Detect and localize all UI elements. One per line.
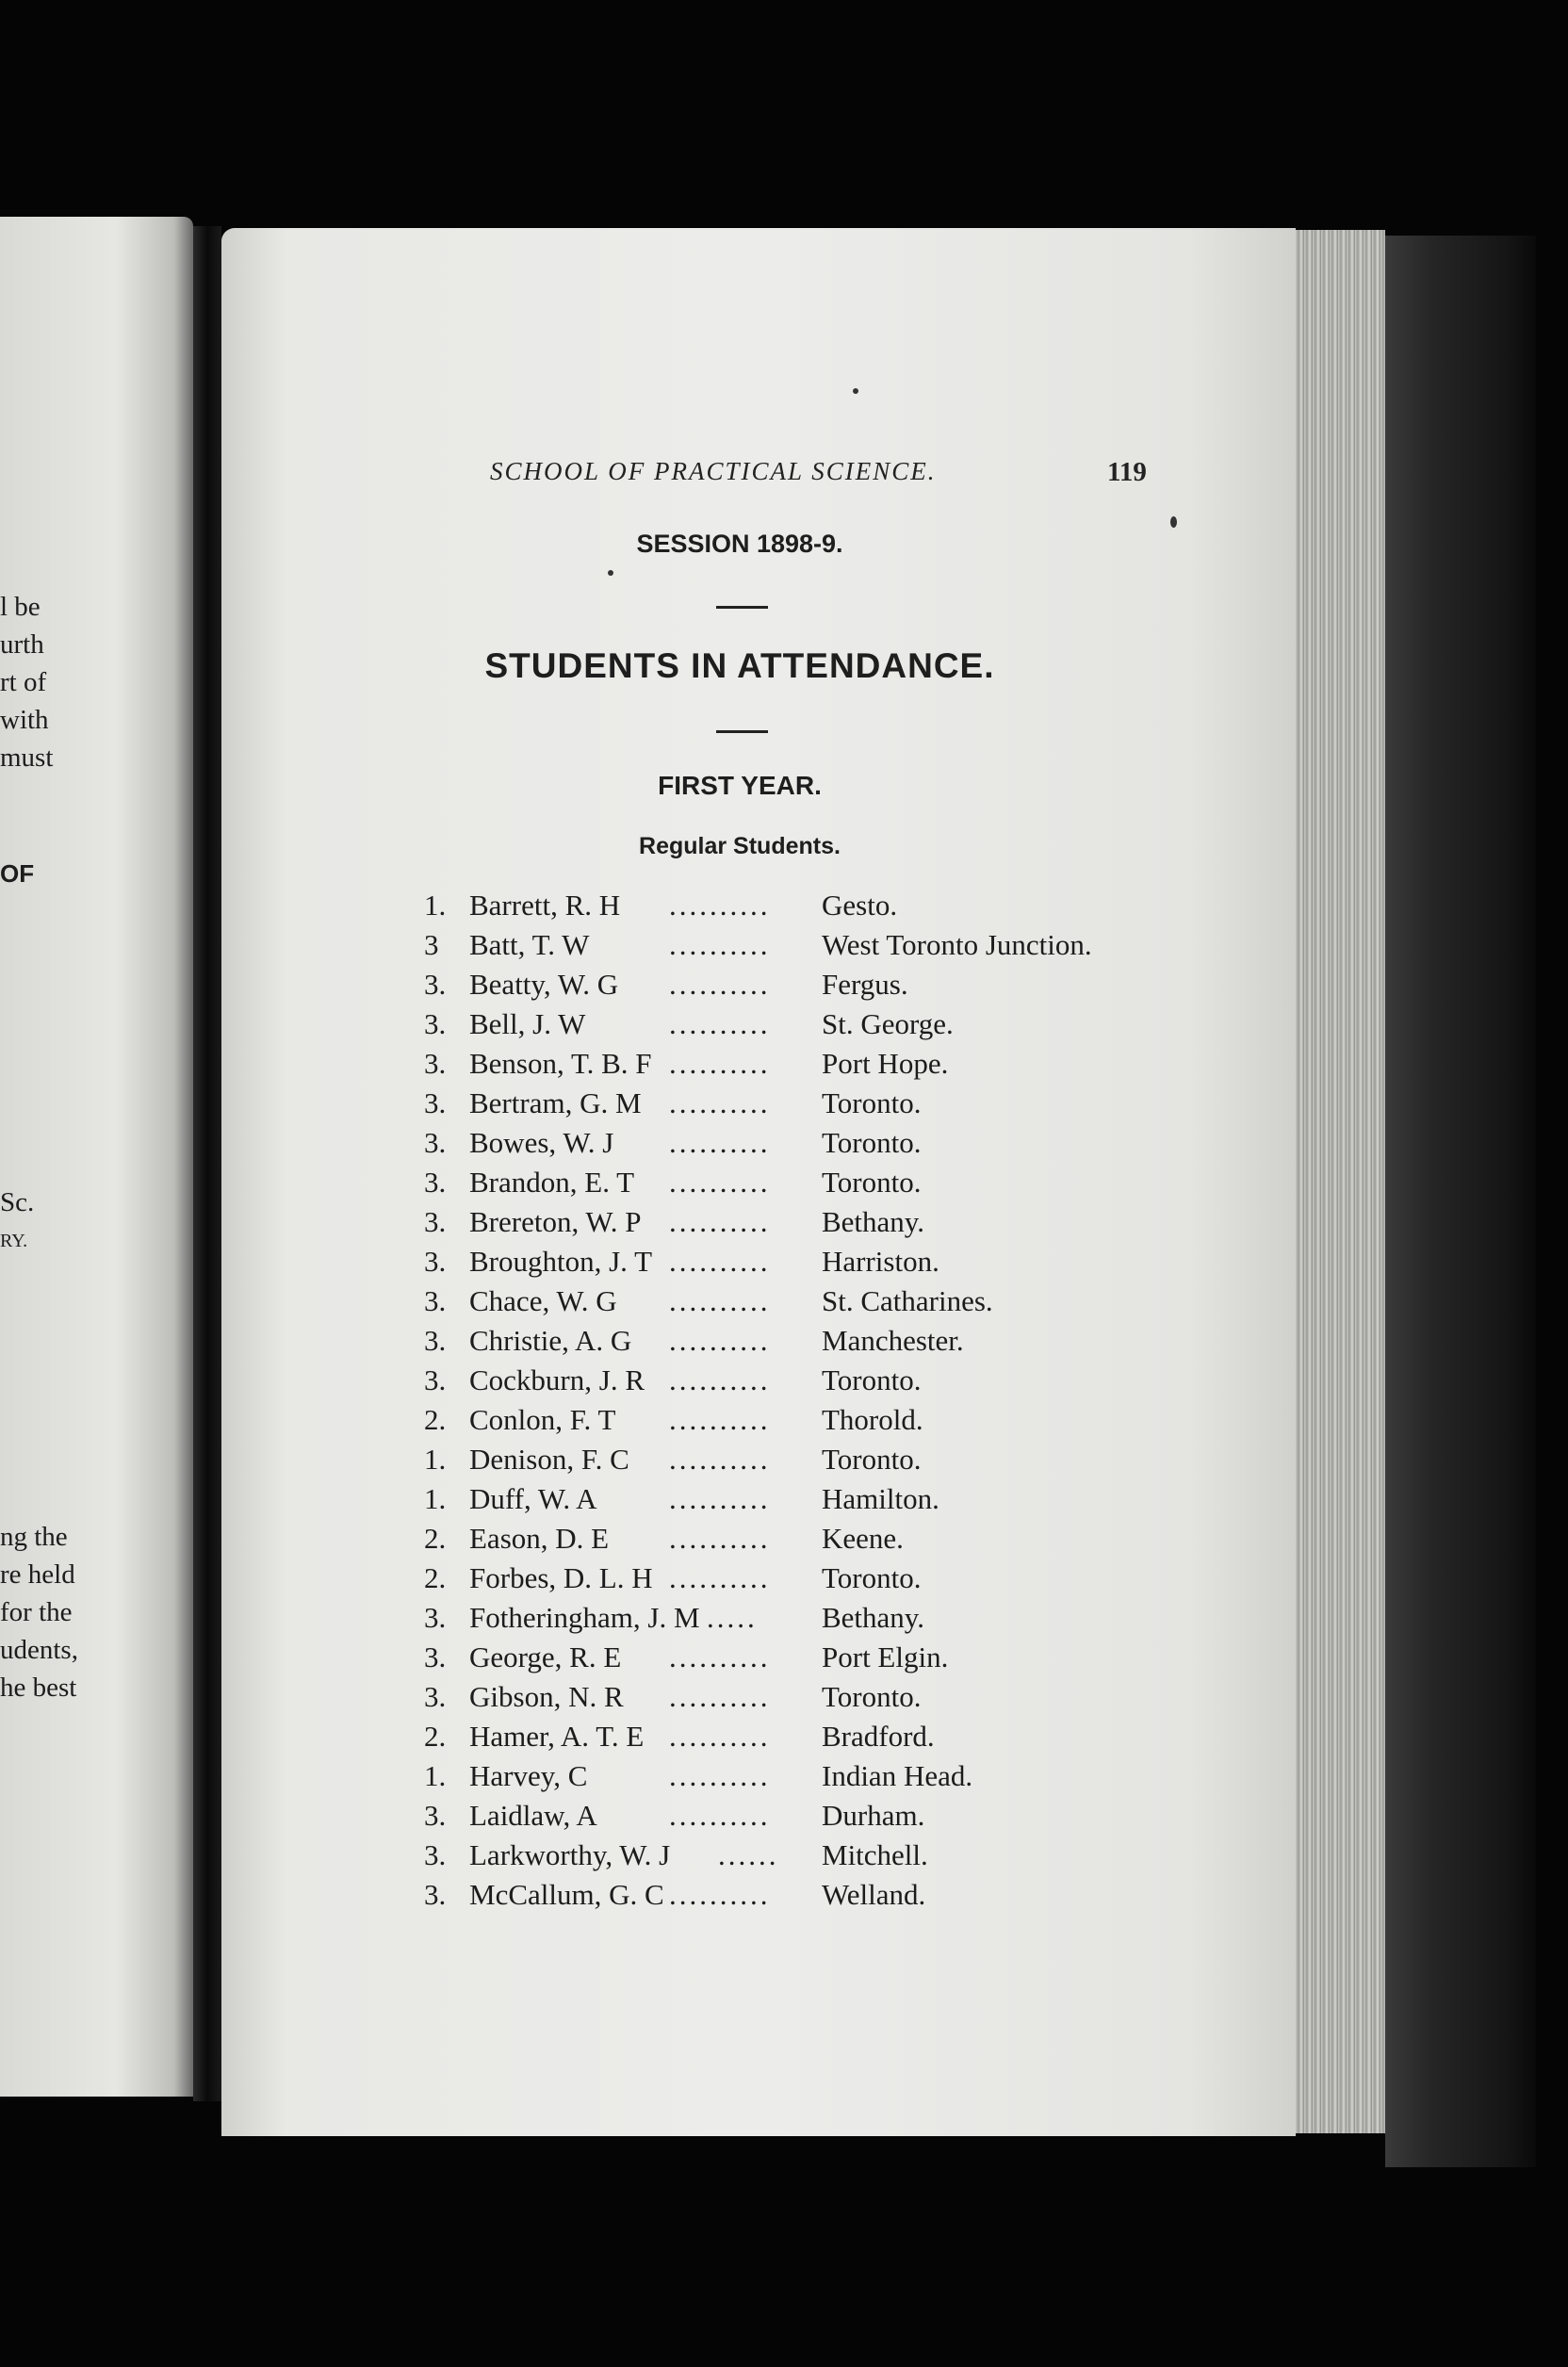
list-item xyxy=(424,1202,1178,1242)
leader-dots: .......... xyxy=(669,1799,771,1832)
student-hometown: Toronto. xyxy=(822,1363,922,1396)
year-number: 2. xyxy=(424,1403,447,1436)
year-number: 3. xyxy=(424,1838,447,1871)
student-name: Eason, D. E xyxy=(469,1522,610,1555)
left-page-fragment: ng the xyxy=(0,1522,68,1552)
student-name: Brandon, E. T xyxy=(469,1166,635,1199)
student-name: Chace, W. G xyxy=(469,1284,617,1317)
list-item xyxy=(424,1321,1178,1361)
leader-dots: .......... xyxy=(669,1245,771,1278)
year-number: 1. xyxy=(424,889,447,922)
list-item xyxy=(424,1084,1178,1123)
list-item xyxy=(424,1163,1178,1202)
list-item xyxy=(424,1796,1178,1836)
list-item xyxy=(424,965,1178,1004)
leader-dots: .......... xyxy=(669,1759,771,1792)
year-number: 3. xyxy=(424,1086,447,1119)
ink-speck xyxy=(1170,516,1177,528)
ink-speck xyxy=(608,570,613,576)
year-heading: FIRST YEAR. xyxy=(658,771,822,800)
year-number: 3. xyxy=(424,1878,447,1911)
leader-dots: .......... xyxy=(669,1680,771,1713)
year-number: 2. xyxy=(424,1561,447,1594)
left-page-fragment: rt of xyxy=(0,667,47,697)
left-page-fragment: OF xyxy=(0,859,35,888)
leader-dots: .......... xyxy=(669,1007,771,1040)
leader-dots: .......... xyxy=(669,1126,771,1159)
student-hometown: St. Catharines. xyxy=(822,1284,993,1317)
student-hometown: Manchester. xyxy=(822,1324,964,1357)
student-name: Cockburn, J. R xyxy=(469,1363,645,1396)
student-hometown: Toronto. xyxy=(822,1680,922,1713)
student-name: Denison, F. C xyxy=(469,1443,629,1476)
leader-dots: .......... xyxy=(669,1443,771,1476)
student-hometown: Toronto. xyxy=(822,1086,922,1119)
student-hometown: Port Hope. xyxy=(822,1047,949,1080)
student-name: Duff, W. A xyxy=(469,1482,597,1515)
leader-dots: ..... xyxy=(707,1601,758,1634)
student-hometown: St. George. xyxy=(822,1007,954,1040)
year-number: 2. xyxy=(424,1522,447,1555)
student-name: George, R. E xyxy=(469,1641,622,1673)
student-name: Laidlaw, A xyxy=(469,1799,597,1832)
student-name: Batt, T. W xyxy=(469,928,590,961)
student-hometown: Hamilton. xyxy=(822,1482,939,1515)
list-item xyxy=(424,1638,1178,1677)
list-item xyxy=(424,1875,1178,1915)
year-number: 3. xyxy=(424,1363,447,1396)
student-hometown: Harriston. xyxy=(822,1245,939,1278)
student-hometown: Welland. xyxy=(822,1878,926,1911)
leader-dots: .......... xyxy=(669,1878,771,1911)
student-name: Larkworthy, W. J xyxy=(469,1838,671,1871)
student-hometown: Port Elgin. xyxy=(822,1641,949,1673)
left-page-fragment: he best xyxy=(0,1673,77,1703)
left-page-fragment: udents, xyxy=(0,1635,78,1665)
left-page-fragment: re held xyxy=(0,1559,75,1590)
student-hometown: Fergus. xyxy=(822,968,908,1001)
leader-dots: .......... xyxy=(669,1205,771,1238)
student-hometown: Toronto. xyxy=(822,1166,922,1199)
left-page-fragment: RY. xyxy=(0,1231,28,1251)
left-page-fragment: must xyxy=(0,743,54,773)
student-name: Gibson, N. R xyxy=(469,1680,624,1713)
book-gutter xyxy=(193,226,221,2101)
student-name: Brereton, W. P xyxy=(469,1205,642,1238)
year-number: 3. xyxy=(424,1126,447,1159)
left-page-fragment: for the xyxy=(0,1597,73,1627)
student-hometown: Mitchell. xyxy=(822,1838,928,1871)
student-name: Christie, A. G xyxy=(469,1324,632,1357)
student-hometown: Thorold. xyxy=(822,1403,923,1436)
student-name: Conlon, F. T xyxy=(469,1403,616,1436)
list-item xyxy=(424,1836,1178,1875)
student-hometown: West Toronto Junction. xyxy=(822,928,1092,961)
leader-dots: .......... xyxy=(669,1641,771,1673)
leader-dots: .......... xyxy=(669,1166,771,1199)
list-item xyxy=(424,1044,1178,1084)
student-hometown: Toronto. xyxy=(822,1443,922,1476)
running-title: SCHOOL OF PRACTICAL SCIENCE. xyxy=(490,457,937,485)
leader-dots: .......... xyxy=(669,1047,771,1080)
student-name: Broughton, J. T xyxy=(469,1245,653,1278)
student-hometown: Gesto. xyxy=(822,889,898,922)
list-item xyxy=(424,1598,1178,1638)
student-hometown: Toronto. xyxy=(822,1126,922,1159)
year-number: 3. xyxy=(424,968,447,1001)
list-item xyxy=(424,1519,1178,1559)
student-name: Bertram, G. M xyxy=(469,1086,642,1119)
student-hometown: Keene. xyxy=(822,1522,904,1555)
leader-dots: .......... xyxy=(669,1403,771,1436)
year-number: 1. xyxy=(424,1482,447,1515)
year-number: 3. xyxy=(424,1047,447,1080)
list-item xyxy=(424,1440,1178,1479)
leader-dots: ...... xyxy=(718,1838,779,1871)
list-item xyxy=(424,1242,1178,1281)
student-hometown: Bethany. xyxy=(822,1601,925,1634)
year-number: 3. xyxy=(424,1284,447,1317)
student-list xyxy=(424,886,1178,1915)
student-name: McCallum, G. C xyxy=(469,1878,664,1911)
year-number: 3. xyxy=(424,1641,447,1673)
leader-dots: .......... xyxy=(669,928,771,961)
section-subheading: Regular Students. xyxy=(639,833,841,859)
list-item xyxy=(424,1756,1178,1796)
leader-dots: .......... xyxy=(669,968,771,1001)
student-name: Bowes, W. J xyxy=(469,1126,614,1159)
year-number: 3. xyxy=(424,1166,447,1199)
student-hometown: Indian Head. xyxy=(822,1759,973,1792)
list-item xyxy=(424,886,1178,925)
student-name: Harvey, C xyxy=(469,1759,588,1792)
page-title: STUDENTS IN ATTENDANCE. xyxy=(484,646,995,685)
student-hometown: Bethany. xyxy=(822,1205,925,1238)
left-page-fragment: with xyxy=(0,705,49,735)
student-name: Barrett, R. H xyxy=(469,889,621,922)
year-number: 3 xyxy=(424,928,439,961)
leader-dots: .......... xyxy=(669,1482,771,1515)
student-hometown: Durham. xyxy=(822,1799,925,1832)
leader-dots: .......... xyxy=(669,1561,771,1594)
year-number: 2. xyxy=(424,1720,447,1753)
student-name: Forbes, D. L. H xyxy=(469,1561,653,1594)
student-name: Hamer, A. T. E xyxy=(469,1720,645,1753)
leader-dots: .......... xyxy=(669,1086,771,1119)
student-hometown: Bradford. xyxy=(822,1720,935,1753)
left-page-fragment: l be xyxy=(0,592,41,622)
page-number: 119 xyxy=(1107,457,1147,487)
page-edges xyxy=(1296,230,1385,2133)
year-number: 3. xyxy=(424,1245,447,1278)
student-hometown: Toronto. xyxy=(822,1561,922,1594)
year-number: 3. xyxy=(424,1799,447,1832)
list-item xyxy=(424,1479,1178,1519)
leader-dots: .......... xyxy=(669,1522,771,1555)
student-name: Beatty, W. G xyxy=(469,968,619,1001)
list-item xyxy=(424,1717,1178,1756)
year-number: 1. xyxy=(424,1443,447,1476)
leader-dots: .......... xyxy=(669,889,771,922)
list-item xyxy=(424,1004,1178,1044)
year-number: 3. xyxy=(424,1205,447,1238)
year-number: 3. xyxy=(424,1007,447,1040)
student-name: Benson, T. B. F xyxy=(469,1047,652,1080)
session-heading: SESSION 1898-9. xyxy=(636,530,843,558)
book-cover xyxy=(1385,236,1536,2167)
student-name: Fotheringham, J. M xyxy=(469,1601,700,1634)
leader-dots: .......... xyxy=(669,1324,771,1357)
left-facing-page xyxy=(0,217,193,2097)
list-item xyxy=(424,1361,1178,1400)
list-item xyxy=(424,1400,1178,1440)
left-page-fragment: urth xyxy=(0,629,44,660)
list-item xyxy=(424,925,1178,965)
year-number: 3. xyxy=(424,1601,447,1634)
divider-rule xyxy=(716,730,768,733)
leader-dots: .......... xyxy=(669,1284,771,1317)
year-number: 3. xyxy=(424,1680,447,1713)
year-number: 3. xyxy=(424,1324,447,1357)
left-page-fragment: Sc. xyxy=(0,1187,35,1217)
list-item xyxy=(424,1123,1178,1163)
year-number: 1. xyxy=(424,1759,447,1792)
list-item xyxy=(424,1677,1178,1717)
leader-dots: .......... xyxy=(669,1363,771,1396)
ink-speck xyxy=(853,388,858,394)
divider-rule xyxy=(716,606,768,609)
list-item xyxy=(424,1281,1178,1321)
student-name: Bell, J. W xyxy=(469,1007,586,1040)
list-item xyxy=(424,1559,1178,1598)
leader-dots: .......... xyxy=(669,1720,771,1753)
